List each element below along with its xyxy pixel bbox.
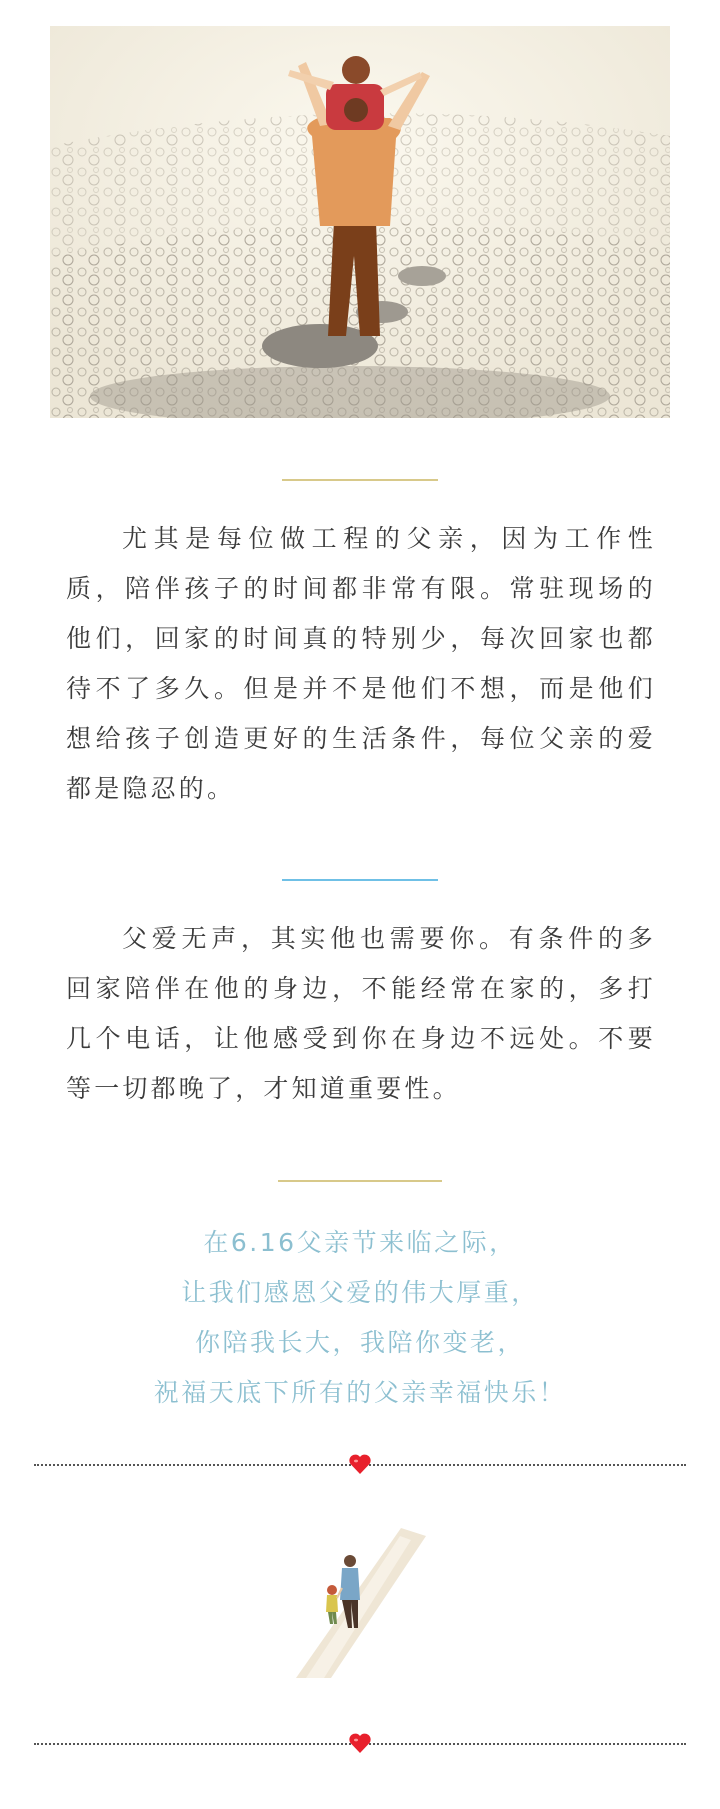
blessing-line: 你陪我长大，我陪你变老， — [194, 1328, 525, 1357]
heart-icon — [348, 1453, 372, 1475]
paragraph-2: 父爱无声，其实他也需要你。有条件的多回家陪伴在他的身边，不能经常在家的，多打几个电话，让他感受到你在身边不远处。不要等一切都晚了，才知道重要性。 — [66, 924, 656, 1103]
father-child-walking-illustration — [296, 1528, 426, 1678]
heart-icon — [348, 1732, 372, 1754]
paragraph-1: 尤其是每位做工程的父亲，因为工作性质，陪伴孩子的时间都非常有限。常驻现场的他们，回家的时间真的特别少，每次回家也都待不了多久。但是并不是他们不想，而是他们想给孩子创造更好的生活条件，每位父亲的爱都是隐忍的。 — [66, 524, 656, 803]
hero-illustration — [50, 26, 670, 418]
divider-line — [278, 1180, 442, 1182]
divider-line — [282, 879, 438, 881]
blessing-text — [0, 1218, 720, 1418]
blessing-line: 祝福天底下所有的父亲幸福快乐！ — [153, 1378, 567, 1407]
blessing-line: 让我们感恩父爱的伟大厚重， — [181, 1278, 539, 1307]
blessing-line: 在6.16父亲节来临之际， — [203, 1228, 517, 1257]
divider-line — [282, 479, 438, 481]
